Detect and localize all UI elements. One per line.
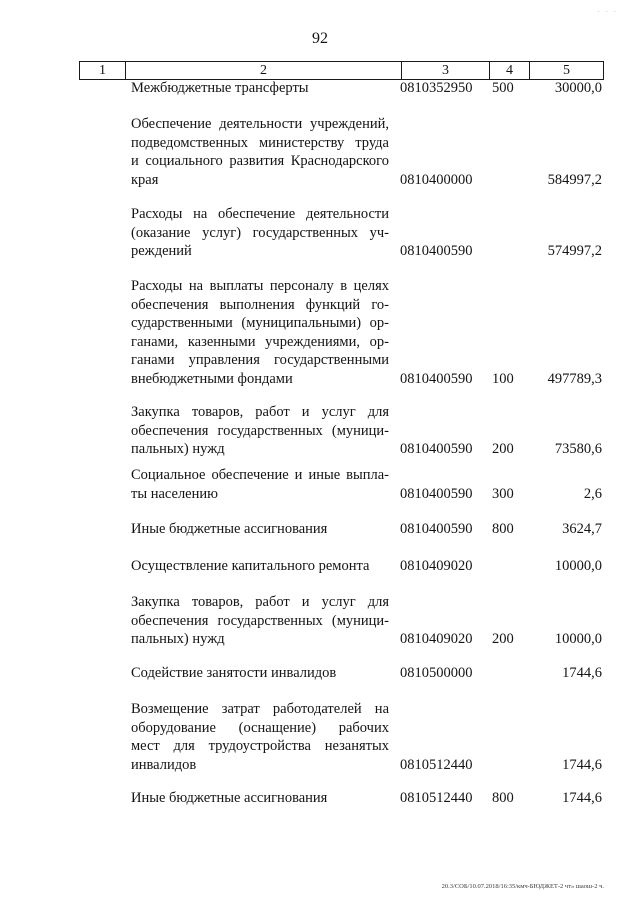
row-code: 0810409020 <box>400 631 473 647</box>
row-values <box>0 242 640 261</box>
row-description-line: оборудование (оснащение) рабочих <box>131 719 389 736</box>
row-values <box>0 440 640 459</box>
row-values <box>0 79 640 98</box>
row-description-line: пальных) нужд <box>131 631 225 647</box>
row-code: 0810512440 <box>400 790 473 806</box>
page-number: 92 <box>312 30 328 47</box>
column-header-5: 5 <box>530 62 604 80</box>
column-header-1: 1 <box>80 62 126 80</box>
row-description-line: Иные бюджетные ассигнования <box>131 790 328 806</box>
row-expense-type: 800 <box>492 521 514 537</box>
row-description-line: Иные бюджетные ассигнования <box>131 521 328 537</box>
row-description-line: сударственными (муниципальными) ор- <box>131 315 389 331</box>
row-amount: 2,6 <box>583 485 602 502</box>
row-code: 0810400590 <box>400 243 473 259</box>
row-description-line: Закупка товаров, работ и услуг для <box>131 404 389 420</box>
row-description-line: подведомственных министерству труда <box>131 134 389 151</box>
row-values <box>0 630 640 649</box>
row-amount: 497789,3 <box>547 370 602 387</box>
row-description-line: ганами, казенными учреждениями, ор- <box>131 333 389 350</box>
row-description-line: Закупка товаров, работ и услуг для <box>131 594 389 610</box>
row-description-line: обеспечения государственных (муници- <box>131 422 389 439</box>
row-description-line: инвалидов <box>131 756 197 773</box>
row-description-line: внебюджетными фондами <box>131 370 293 387</box>
row-values <box>0 756 640 775</box>
row-description-line: пальных) нужд <box>131 441 225 457</box>
row-description-line: Возмещение затрат работодателей на <box>131 701 389 717</box>
row-values <box>0 520 640 539</box>
row-amount: 3624,7 <box>562 521 602 537</box>
row-values <box>0 485 640 504</box>
row-description-line: мест для трудоустройства незанятых <box>131 738 389 754</box>
row-code: 0810400590 <box>400 441 473 457</box>
row-values <box>0 664 640 683</box>
column-header-4: 4 <box>490 62 530 80</box>
row-code: 0810400590 <box>400 485 473 502</box>
row-code: 0810400590 <box>400 521 473 537</box>
row-description-line: обеспечения выполнения функций го- <box>131 296 389 313</box>
row-amount: 10000,0 <box>554 558 602 574</box>
row-amount: 73580,6 <box>554 441 602 457</box>
row-code: 0810352950 <box>400 80 473 96</box>
row-description-line: Обеспечение деятельности учреждений, <box>131 116 389 132</box>
row-values <box>0 789 640 808</box>
row-description-line: Расходы на выплаты персоналу в целях <box>131 278 389 294</box>
column-header-row <box>80 62 604 80</box>
row-description-line: и социального развития Краснодарского <box>131 153 389 169</box>
row-values <box>0 171 640 190</box>
row-expense-type: 200 <box>492 441 514 457</box>
row-description-line: ганами управления государственными <box>131 352 389 368</box>
column-header-2: 2 <box>126 62 402 80</box>
row-code: 0810400590 <box>400 370 473 387</box>
row-amount: 30000,0 <box>554 80 602 96</box>
row-values <box>0 370 640 389</box>
row-code: 0810512440 <box>400 756 473 773</box>
row-expense-type: 800 <box>492 790 514 806</box>
row-description-line: ты населению <box>131 485 218 502</box>
row-amount: 10000,0 <box>554 631 602 647</box>
row-code: 0810500000 <box>400 665 473 681</box>
row-description-line: края <box>131 171 159 188</box>
row-code: 0810409020 <box>400 558 473 574</box>
corner-mark: · · · <box>597 8 618 16</box>
row-expense-type: 200 <box>492 631 514 647</box>
row-expense-type: 100 <box>492 370 514 387</box>
row-description-line: Социальное обеспечение и иные выпла- <box>131 467 389 483</box>
row-description-line: Межбюджетные трансферты <box>131 80 309 96</box>
row-amount: 574997,2 <box>547 243 602 259</box>
footer-stamp: 20.3/СОБ/10.07.2018/16:35/кмч-БЮДЖЕТ-2 чт» шаош-2 ч. <box>441 883 604 890</box>
row-values <box>0 557 640 576</box>
row-description-line: Осуществление капитального ремонта <box>131 558 370 574</box>
row-amount: 1744,6 <box>562 790 602 806</box>
row-description-line: Расходы на обеспечение деятельности <box>131 206 389 222</box>
row-code: 0810400000 <box>400 171 473 188</box>
row-description-line: (оказание услуг) государственных уч- <box>131 224 389 241</box>
row-amount: 1744,6 <box>562 665 602 681</box>
column-header-3: 3 <box>402 62 490 80</box>
row-description-line: обеспечения государственных (муници- <box>131 612 389 629</box>
row-description-line: Содействие занятости инвалидов <box>131 665 337 681</box>
row-expense-type: 300 <box>492 485 514 502</box>
row-amount: 1744,6 <box>562 756 602 773</box>
row-description-line: реждений <box>131 243 192 259</box>
column-header-table <box>79 61 604 80</box>
row-expense-type: 500 <box>492 80 514 96</box>
row-amount: 584997,2 <box>547 171 602 188</box>
